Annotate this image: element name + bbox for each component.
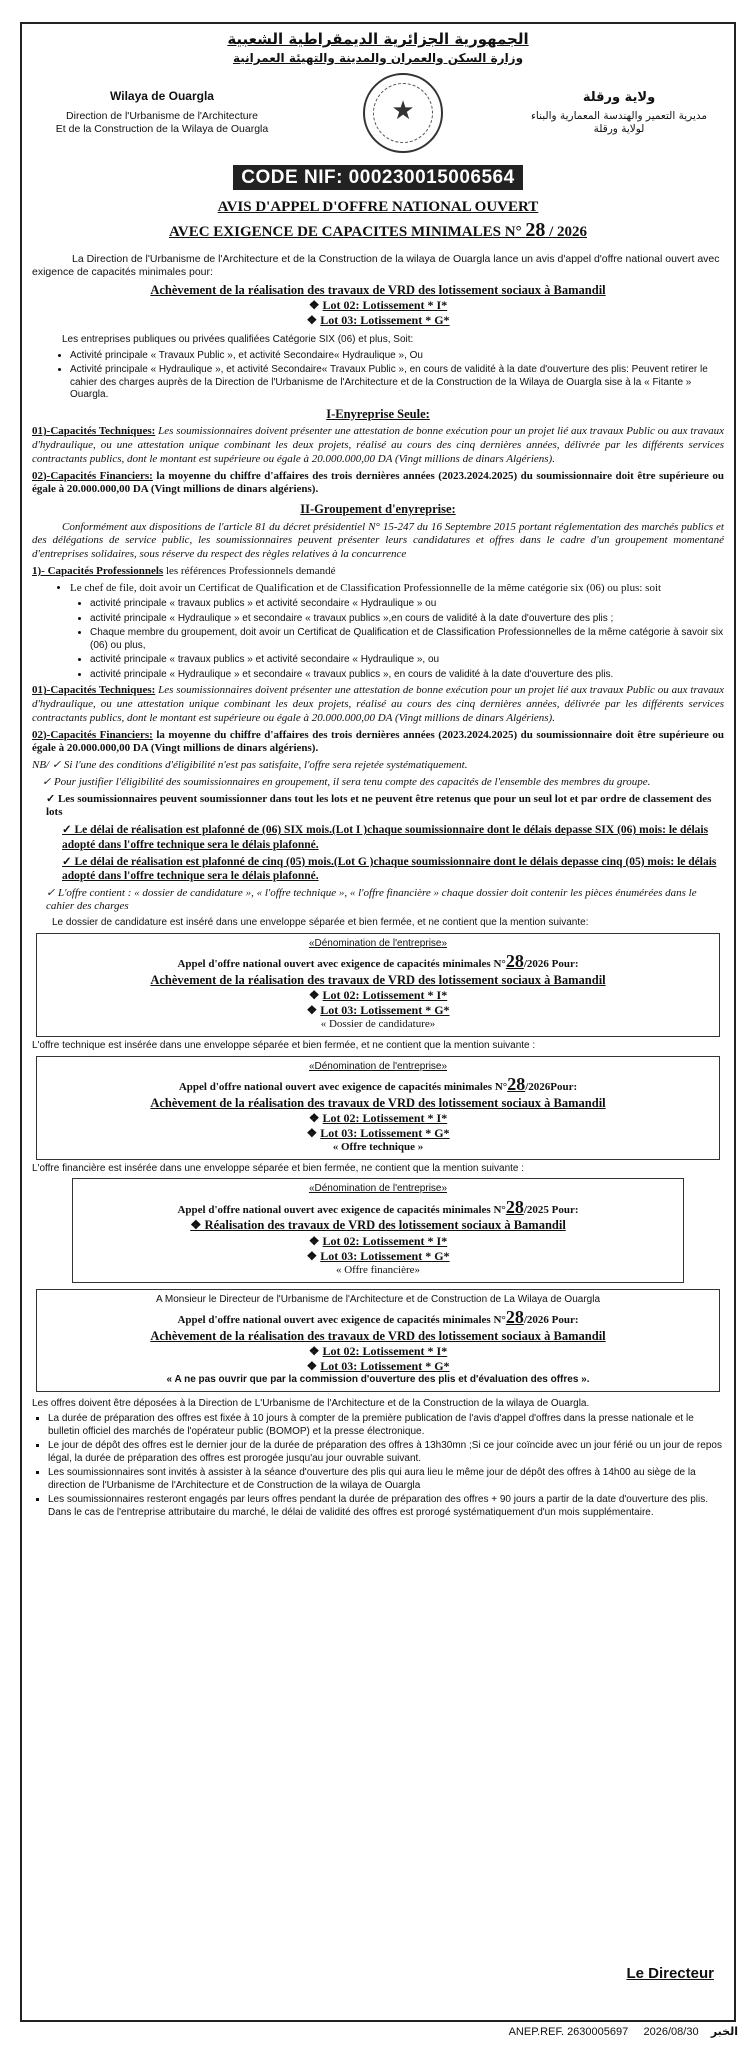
groupement-item: • activité principale « Hydraulique » et secondaire « travaux publics »,en cours de validité à la date d'ouverture des plis ;	[90, 613, 724, 626]
chef-list	[32, 582, 724, 596]
closing-item: ▪ La durée de préparation des offres est fixée à 10 jours à compter de la première publication de l'avis d'appel d'offres dans la presse nationale et le bulletin officiel des marchés de l'opérateur public (BOMOP) et la presse électronique.	[48, 1413, 724, 1438]
header-right	[514, 90, 724, 137]
algeria-seal-icon	[363, 73, 443, 153]
note-groupement: ✓ Pour justifier l'éligibilité des soumissionnaires en groupement, il sera tenu compte des capacités de l'ensemble des membres du groupe.	[42, 775, 651, 788]
header-row	[32, 74, 724, 152]
box-lot: ❖ Lot 02: Lotissement * I*	[308, 1234, 448, 1248]
candidature-box	[36, 933, 720, 1037]
box-project: ❖ Réalisation des travaux de VRD des lotissement sociaux à Bamandil	[190, 1218, 566, 1233]
eligibility-list	[32, 350, 724, 402]
appel-line: Appel d'offre national ouvert avec exigence de capacités minimales N°28/2026 Pour:	[177, 951, 579, 972]
republic-title: الجمهورية الجزائرية الديمقراطية الشعبية	[227, 30, 529, 48]
avis-title: AVIS D'APPEL D'OFFRE NATIONAL OUVERT	[217, 198, 539, 215]
technique-lead: L'offre technique est insérée dans une enveloppe séparée et bien fermée, et ne contient que la mention suivante :	[32, 1040, 536, 1051]
section1-tech: 01)-Capacités Techniques: Les soumissionnaires doivent présenter une attestation de bonne exécution pour un projet lié aux travaux Public ou aux travaux d'hydraulique, ou une attestation unique combinant les deux projets, réalisé au cours des cinq dernières années, délivrée par les différents services contractants publics, dont le montant est supérieure ou égale à 20.000.000,00 DA (Vingt millions de dinars Algériens).	[32, 425, 724, 465]
intro-text: La Direction de l'Urbanisme de l'Architecture et de la Construction de la wilaya de Ouargla lance un avis d'appel d'offre national ouvert avec exigence de capacités minimales pour:	[32, 253, 720, 279]
direction-fr-1: Direction de l'Urbanisme de l'Architecture	[66, 110, 258, 123]
box-lot: ❖ Lot 03: Lotissement * G*	[306, 1126, 450, 1141]
box-label: « Dossier de candidature»	[320, 1018, 436, 1031]
section2-text: Conformément aux dispositions de l'article 81 du décret présidentiel N° 15-247 du 16 Septembre 2015 portant réglementation des marchés publics et des délégations de service public, les soumissionnaires peuvent présenter leurs candidatures et offres dans le cadre d'un groupement momentané d'entreprises solidaires, sous réserve du respect des règles relatives à la concurrence	[32, 520, 724, 561]
note-nb: NB/ ✓ Si l'une des conditions d'éligibilité n'est pas satisfaite, l'offre sera rejetée systématiquement.	[32, 759, 468, 772]
wilaya-fr: Wilaya de Ouargla	[110, 89, 214, 104]
box-label: « Offre technique »	[332, 1141, 424, 1154]
section1-fin: 02)-Capacités Financiers: la moyenne du chiffre d'affaires des trois dernières années (2023.2024.2025) du soumissionnaire doit être supérieure ou égale à 20.000.000,00 DA (Vingt millions de dinars algériens).	[32, 469, 724, 496]
publication-date: 2026/08/30	[643, 2026, 699, 2039]
direction-ar-1: مديرية التعمير والهندسة المعمارية والبناء	[530, 109, 708, 122]
section2-fin: 02)-Capacités Financiers: la moyenne du chiffre d'affaires des trois dernières années (2023.2024.2025) du soumissionnaire doit être supérieure ou égale à 20.000.000,00 DA (Vingt millions de dinars algériens).	[32, 728, 724, 755]
box-project: Achèvement de la réalisation des travaux de VRD des lotissement sociaux à Bamandil	[150, 1095, 606, 1110]
chef-item: • Le chef de file, doit avoir un Certificat de Qualification et de Classification Professionnelle de la même catégorie six (06) ou plus: soit	[70, 582, 724, 596]
ministry-title: وزارة السكن والعمران والمدينة والتهيئة العمرانية	[232, 50, 524, 65]
section1-title: I-Enyreprise Seule:	[326, 406, 430, 421]
monsieur-box	[36, 1289, 720, 1392]
code-nif: CODE NIF: 000230015006564	[32, 166, 724, 190]
newspaper-name: الخبر	[710, 2025, 738, 2039]
financiere-lead: L'offre financière est insérée dans une enveloppe séparée et bien fermée, ne contient que la mention suivante :	[32, 1162, 525, 1174]
box-lot: ❖ Lot 03: Lotissement * G*	[306, 1003, 450, 1018]
box-lot: ❖ Lot 03: Lotissement * G*	[306, 1249, 450, 1263]
monsieur-warning: « A ne pas ouvrir que par la commission d'ouverture des plis et d'évaluation des offres ».	[166, 1374, 590, 1386]
box-project: Achèvement de la réalisation des travaux de VRD des lotissement sociaux à Bamandil	[150, 1328, 606, 1343]
direction-fr-2: Et de la Construction de la Wilaya de Ouargla	[55, 123, 269, 136]
lot-02: ❖ Lot 02: Lotissement * I*	[308, 298, 448, 313]
denomination-label: «Dénomination de l'entreprise»	[308, 1183, 448, 1195]
box-label: « Offre financière»	[335, 1264, 421, 1276]
denomination-label: «Dénomination de l'entreprise»	[308, 937, 448, 949]
wilaya-ar: ولاية ورقلة	[582, 89, 656, 105]
box-project: Achèvement de la réalisation des travaux de VRD des lotissement sociaux à Bamandil	[150, 972, 606, 987]
box-lot: ❖ Lot 02: Lotissement * I*	[308, 1344, 448, 1359]
closing-intro: Les offres doivent être déposées à la Direction de L'Urbanisme de l'Architecture et de la Construction de la wilaya de Ouargla.	[32, 1397, 590, 1409]
note-delai-lot-i: ✓ Le délai de réalisation est plafonné de (06) SIX mois.(Lot I )chaque soumissionnaire dont le délais depasse SIX (06) mois: le délais adopté dans l'offre technique sera le délais plafonné.	[62, 824, 709, 851]
box-lot: ❖ Lot 02: Lotissement * I*	[308, 988, 448, 1003]
footer	[509, 2025, 738, 2040]
groupement-item: • activité principale « travaux publics » et activité secondaire « Hydraulique » ou	[90, 598, 724, 611]
financiere-box	[72, 1178, 684, 1282]
denomination-label: «Dénomination de l'entreprise»	[308, 1060, 448, 1072]
closing-item: ▪ Les soumissionnaires resteront engagés par leurs offres pendant la durée de préparation des offres + 90 jours a partir de la date d'ouverture des plis. Dans le cas de l'entreprise attributaire du marché, le délai de validité des offres est prorogé systématiquement d'un mois supplémentaire.	[48, 1494, 724, 1519]
groupement-item: • activité principale « Hydraulique » et secondaire « travaux publics », en cours de validité à la date d'ouverture des plis.	[90, 669, 724, 682]
section2-prof: 1)- Capacités Professionnels les références Professionnels demandé	[32, 564, 336, 577]
note-lots: ✓ Les soumissionnaires peuvent soumissionner dans tout les lots et ne peuvent être retenus que pour un seul lot et par ordre de classement des lots	[46, 792, 712, 819]
section2-title: II-Groupement d'enyreprise:	[300, 502, 456, 516]
project-title: Achèvement de la réalisation des travaux de VRD des lotissement sociaux à Bamandil	[150, 282, 606, 297]
note-delai-lot-g: ✓ Le délai de réalisation est plafonné de cinq (05) mois.(Lot G )chaque soumissionnaire dont le délais depasse cinq (05) mois: le délais adopté dans l'offre technique sera le délais plafonné.	[62, 855, 717, 883]
closing-list	[32, 1413, 724, 1519]
closing-item: ▪ Le jour de dépôt des offres est le dernier jour de la durée de préparation des offres à 13h30mn ;Si ce jour coïncide avec un jour férié ou un jour de repos légal, la durée de préparation des offres est prorogée jusqu'au jour ouvrable suivant.	[48, 1440, 724, 1465]
monsieur-lead: A Monsieur le Directeur de l'Urbanisme de l'Architecture et de Construction de La Wilaya de Ouargla	[155, 1293, 601, 1305]
eligibility-item: • Activité principale « Hydraulique », et activité Secondaire« Travaux Public », en cours de validité à la date d'ouverture des plis: Peuvent retirer le cahier des charges auprès de la Direction de l'Urbanisme de l'Architecture et de la Construction de la Wilaya de Ouargla sise à la « Fitante » Ouargla.	[70, 364, 724, 402]
avis-subtitle: AVEC EXIGENCE DE CAPACITES MINIMALES N° 28 / 2026	[168, 219, 587, 242]
technique-box	[36, 1056, 720, 1160]
lot-03: ❖ Lot 03: Lotissement * G*	[306, 313, 450, 328]
document-frame	[20, 22, 736, 2022]
candidature-lead: Le dossier de candidature est inséré dans une enveloppe séparée et bien fermée, et ne contient que la mention suivante:	[52, 917, 589, 929]
section2-tech: 01)-Capacités Techniques: Les soumissionnaires doivent présenter une attestation de bonne exécution pour un projet lié aux travaux Public ou aux travaux d'hydraulique, ou une attestation unique combinant les deux projets, réalisé au cours des cinq dernières années, délivrée par les différents services contractants publics, dont le montant est supérieure ou égale à 20.000.000,00 DA (Vingt millions de dinars Algériens).	[32, 684, 724, 724]
note-offre: ✓ L'offre contient : « dossier de candidature », « l'offre technique », « l'offre financière » chaque dossier doit contenir les pièces énumérées dans le cahier des charges	[46, 886, 697, 913]
eligibility-item: • Activité principale « Travaux Public », et activité Secondaire« Hydraulique », Ou	[70, 350, 724, 363]
closing-item: ▪ Les soumissionnaires sont invités à assister à la séance d'ouverture des plis qui aura lieu le même jour de dépôt des offres à 14h00 au siège de la direction de l'Urbanisme de l'Architecture et de Construction de la wilaya de Ouargla	[48, 1467, 724, 1492]
box-lot: ❖ Lot 03: Lotissement * G*	[306, 1359, 450, 1374]
appel-line: Appel d'offre national ouvert avec exigence de capacités minimales N°28/2026Pour:	[178, 1074, 578, 1094]
groupement-item: • activité principale « travaux publics » et activité secondaire « Hydraulique », ou	[90, 654, 724, 667]
groupement-list	[32, 598, 724, 681]
groupement-item: • Chaque membre du groupement, doit avoir un Certificat de Qualification et de Classification Professionnelles de la même catégorie à savoir six (06) ou plus,	[90, 627, 724, 652]
box-lot: ❖ Lot 02: Lotissement * I*	[308, 1111, 448, 1126]
signature-title: Le Directeur	[626, 1965, 714, 1983]
appel-line: Appel d'offre national ouvert avec exigence de capacités minimales N°28/2026 Pour:	[177, 1307, 579, 1328]
eligibility-lead: Les entreprises publiques ou privées qualifiées Catégorie SIX (06) et plus, Soit:	[62, 334, 414, 346]
avis-number: 28	[525, 219, 546, 242]
anep-ref: ANEP.REF. 2630005697	[508, 2026, 629, 2039]
direction-ar-2: لولاية ورقلة	[593, 122, 645, 135]
header-left	[32, 89, 292, 136]
appel-line: Appel d'offre national ouvert avec exigence de capacités minimales N°28/2025 Pour:	[177, 1196, 579, 1217]
